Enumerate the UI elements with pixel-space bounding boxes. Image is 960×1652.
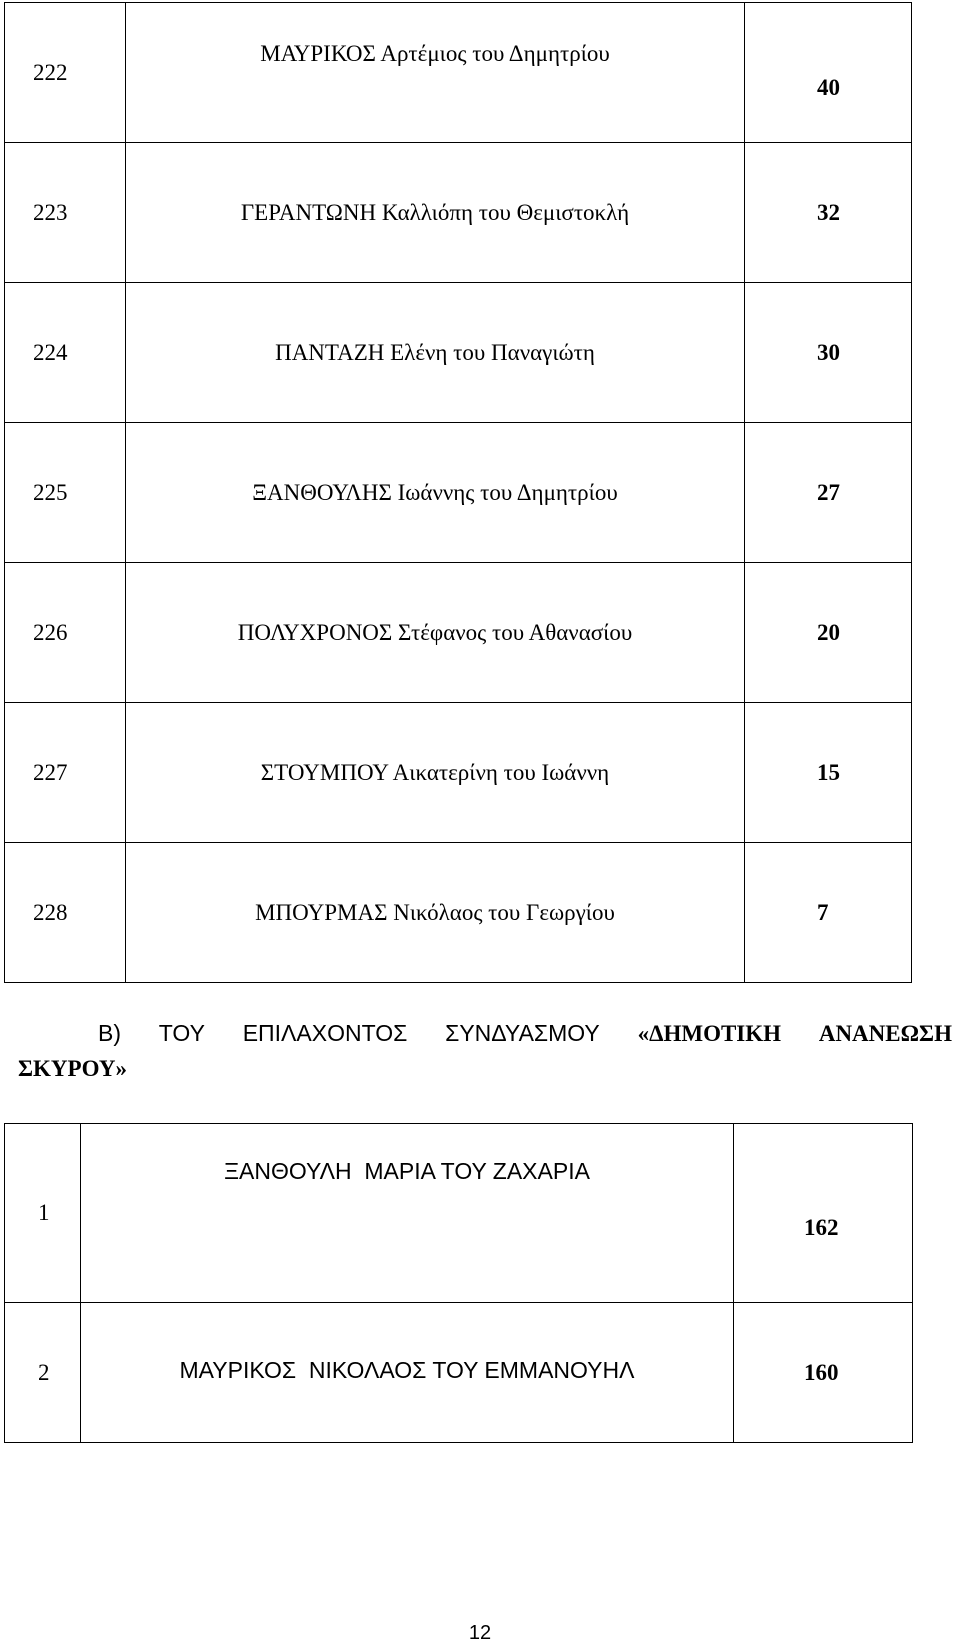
- candidate-votes: 162: [734, 1124, 913, 1303]
- section-heading: [18, 1016, 952, 1086]
- table-row: [5, 3, 912, 143]
- page-number: 12: [468, 1622, 492, 1644]
- candidate-name: ΞΑΝΘΟΥΛΗΣ Ιωάννης του Δημητρίου: [126, 423, 745, 563]
- candidate-votes: 20: [745, 563, 912, 703]
- candidate-votes: 40: [745, 3, 912, 143]
- section-heading-line-2: ΣΚΥΡΟΥ»: [18, 1056, 127, 1081]
- candidate-name: ΣΤΟΥΜΠΟΥ Αικατερίνη του Ιωάννη: [126, 703, 745, 843]
- heading-word: ΣΥΝΔΥΑΣΜΟΥ: [445, 1020, 600, 1046]
- results-table-runner-up: [4, 1123, 913, 1443]
- table-row: [5, 563, 912, 703]
- table-row: [5, 1124, 913, 1303]
- table-row: [5, 143, 912, 283]
- candidate-name: ΜΑΥΡΙΚΟΣ ΝΙΚΟΛΑΟΣ ΤΟΥ ΕΜΜΑΝΟΥΗΛ: [81, 1303, 734, 1443]
- heading-word: ΕΠΙΛΑΧΟΝΤΟΣ: [242, 1020, 408, 1046]
- candidate-number: 228: [5, 843, 126, 983]
- candidate-name: ΜΑΥΡΙΚΟΣ Αρτέμιος του Δημητρίου: [126, 3, 745, 143]
- section-heading-line-1: [18, 1016, 952, 1051]
- candidate-name: ΠΟΛΥΧΡΟΝΟΣ Στέφανος του Αθανασίου: [126, 563, 745, 703]
- heading-word-bold: ΑΝΑΝΕΩΣΗ: [818, 1021, 952, 1046]
- candidate-votes: 27: [745, 423, 912, 563]
- candidate-number: 226: [5, 563, 126, 703]
- candidate-name: ΞΑΝΘΟΥΛΗ ΜΑΡΙΑ ΤΟΥ ΖΑΧΑΡΙΑ: [81, 1124, 734, 1303]
- candidate-name: ΓΕΡΑΝΤΩΝΗ Καλλιόπη του Θεμιστοκλή: [126, 143, 745, 283]
- heading-word: Β): [98, 1020, 121, 1046]
- heading-word: ΤΟΥ: [158, 1020, 205, 1046]
- heading-word-bold: «ΔΗΜΟΤΙΚΗ: [637, 1021, 782, 1046]
- candidate-name: ΠΑΝΤΑΖΗ Ελένη του Παναγιώτη: [126, 283, 745, 423]
- candidate-name: ΜΠΟΥΡΜΑΣ Νικόλαος του Γεωργίου: [126, 843, 745, 983]
- candidate-number: 2: [5, 1303, 81, 1443]
- candidate-votes: 160: [734, 1303, 913, 1443]
- table-row: [5, 283, 912, 423]
- candidate-votes: 7: [745, 843, 912, 983]
- candidate-number: 223: [5, 143, 126, 283]
- candidate-number: 227: [5, 703, 126, 843]
- results-table-elected: [4, 2, 912, 983]
- candidate-votes: 32: [745, 143, 912, 283]
- table-row: [5, 703, 912, 843]
- candidate-votes: 15: [745, 703, 912, 843]
- candidate-votes: 30: [745, 283, 912, 423]
- table-row: [5, 843, 912, 983]
- candidate-number: 224: [5, 283, 126, 423]
- table-row: [5, 1303, 913, 1443]
- candidate-number: 225: [5, 423, 126, 563]
- candidate-number: 1: [5, 1124, 81, 1303]
- table-row: [5, 423, 912, 563]
- candidate-number: 222: [5, 3, 126, 143]
